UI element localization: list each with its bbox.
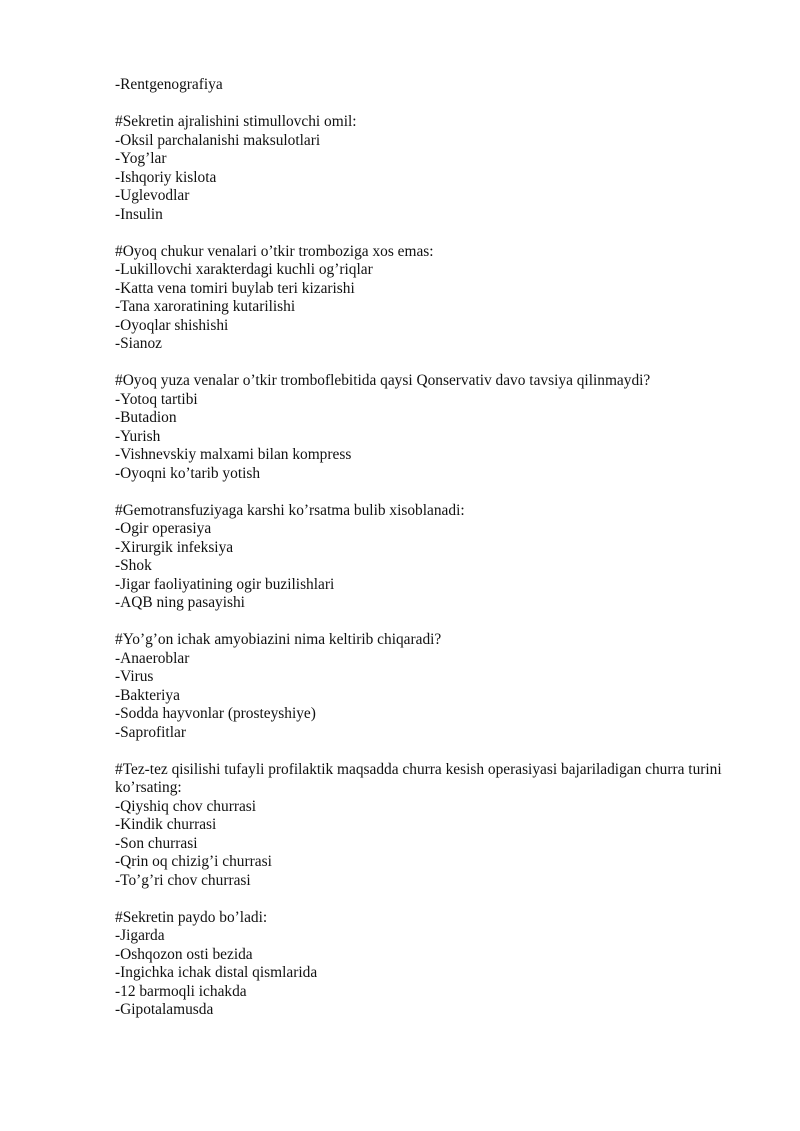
lead-block	[115, 76, 735, 95]
answer-option: -Gipotalamusda	[115, 1001, 214, 1018]
answer-option: -Oyoqlar shishishi	[115, 316, 229, 334]
answer-option: -Qrin oq chizig’i churrasi	[115, 853, 272, 870]
answer-option: -Uglevodlar	[115, 187, 190, 204]
question-block	[115, 909, 735, 1020]
answer-option: -Virus	[115, 668, 154, 685]
answer-option: -Ishqoriy kislota	[115, 168, 217, 186]
answer-option: -Xirurgik infeksiya	[115, 538, 234, 556]
question-text: #Oyoq chukur venalari o’tkir tromboziga xos emas:	[115, 242, 434, 260]
question-block	[115, 113, 735, 224]
answer-option: -Vishnevskiy malxami bilan kompress	[115, 446, 352, 463]
answer-option: -Oyoqni ko’tarib yotish	[115, 464, 261, 482]
answer-option: -Saprofitlar	[115, 723, 186, 741]
answer-option: -Tana xaroratining kutarilishi	[115, 298, 296, 315]
question-text: #Sekretin ajralishini stimullovchi omil:	[115, 113, 357, 130]
answer-option: -AQB ning pasayishi	[115, 594, 245, 611]
answer-option: -Kindik churrasi	[115, 816, 217, 833]
question-block	[115, 502, 735, 613]
answer-option: -Yog’lar	[115, 150, 167, 167]
question-text: #Sekretin paydo bo’ladi:	[115, 908, 268, 926]
lead-line: -Rentgenografiya	[115, 76, 223, 93]
answer-option: -Qiyshiq chov churrasi	[115, 797, 257, 815]
answer-option: -Butadion	[115, 409, 177, 426]
answer-option: -Insulin	[115, 205, 163, 223]
answer-option: -Sodda hayvonlar (prosteyshiye)	[115, 705, 316, 722]
question-text: #Yo’g’on ichak amyobiazini nima keltirib chiqaradi?	[115, 631, 442, 648]
question-text: #Gemotransfuziyaga karshi ko’rsatma bulib xisoblanadi:	[115, 501, 465, 519]
answer-option: -Bakteriya	[115, 686, 180, 704]
answer-option: -Sianoz	[115, 335, 163, 352]
question-block	[115, 761, 735, 891]
answer-option: -12 barmoqli ichakda	[115, 982, 247, 1000]
answer-option: -Yurish	[115, 427, 161, 445]
answer-option: -Jigarda	[115, 927, 165, 944]
answer-option: -Ingichka ichak distal qismlarida	[115, 964, 318, 981]
answer-option: -To’g’ri chov churrasi	[115, 871, 251, 889]
answer-option: -Lukillovchi xarakterdagi kuchli og’riqlar	[115, 261, 373, 278]
question-block	[115, 243, 735, 354]
question-text: #Tez-tez qisilishi tufayli profilaktik maqsadda churra kesish operasiyasi bajariladigan churra turini ko’rsating:	[115, 760, 726, 796]
answer-option: -Yotoq tartibi	[115, 390, 198, 408]
answer-option: -Oksil parchalanishi maksulotlari	[115, 131, 321, 149]
question-text: #Oyoq yuza venalar o’tkir tromboflebitida qaysi Qonservativ davo tavsiya qilinmaydi?	[115, 372, 651, 389]
answer-option: -Katta vena tomiri buylab teri kizarishi	[115, 279, 355, 297]
answer-option: -Son churrasi	[115, 834, 198, 852]
question-block	[115, 631, 735, 742]
answer-option: -Anaeroblar	[115, 649, 190, 667]
answer-option: -Jigar faoliyatining ogir buzilishlari	[115, 575, 335, 593]
answer-option: -Shok	[115, 557, 152, 574]
question-block	[115, 372, 735, 483]
document-page	[115, 76, 735, 1020]
answer-option: -Ogir operasiya	[115, 520, 212, 537]
answer-option: -Oshqozon osti bezida	[115, 945, 253, 963]
